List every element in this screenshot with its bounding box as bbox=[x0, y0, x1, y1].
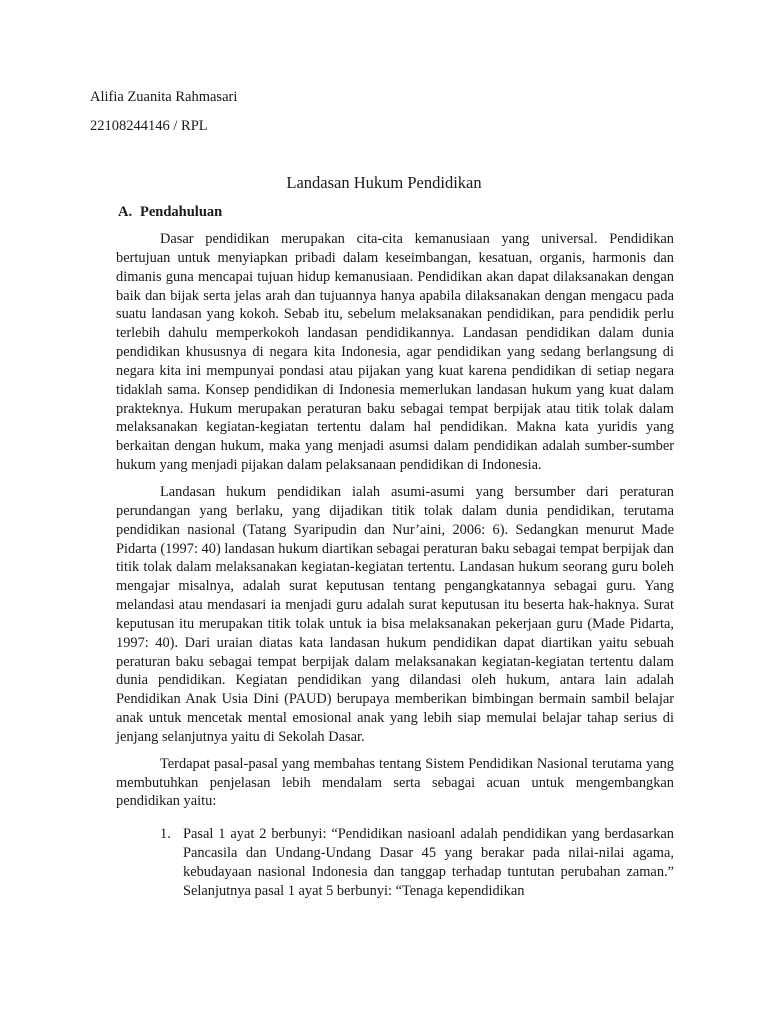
author-name: Alifia Zuanita Rahmasari bbox=[90, 89, 238, 105]
section-heading-text: Pendahuluan bbox=[140, 204, 223, 220]
student-id: 22108244146 / RPL bbox=[90, 118, 208, 134]
paragraph-1: Dasar pendidikan merupakan cita-cita kemanusiaan yang universal. Pendidikan bertujuan untuk menyiapkan pribadi dalam keseimbangan, kesatuan, organis, harmonis dan dimanis guna mencapai tujuan hidup kemanusiaan. Pendidikan akan dapat dilaksanakan dengan baik dan bijak serta jelas arah dan tujuannya hanya apabila dilaksanakan dengan mengacu pada suatu landasan yang kokoh. Sebab itu, sebelum melaksanakan pendidikan, para pendidik perlu terlebih dahulu memperkokoh landasan pendidikannya. Landasan pendidikan dalam dunia pendidikan khususnya di negara kita Indonesia, agar pendidikan yang sedang berlangsung di negara kita ini mempunyai pondasi atau pijakan yang kuat karena pendidikan di setiap negara tidaklah sama. Konsep pendidikan di Indonesia memerlukan landasan hukum yang kuat dalam prakteknya. Hukum merupakan peraturan baku sebagai tempat berpijak atau titik tolak dalam melaksanakan kegiatan-kegiatan tertentu dalam hal pendidikan. Makna kata yuridis yang berkaitan dengan hukum, maka yang menjadi asumsi dalam pendidikan adalah sumber-sumber hukum yang menjadi pijakan dalam pelaksanaan pendidikan di Indonesia. bbox=[116, 231, 674, 474]
list-item bbox=[116, 825, 674, 900]
document-body bbox=[116, 230, 674, 901]
paragraph-2: Landasan hukum pendidikan ialah asumi-asumi yang bersumber dari peraturan perundangan yang berlaku, yang dijadikan titik tolak dalam dunia pendidikan, terutama pendidikan nasional (Tatang Syaripudin dan Nur’aini, 2006: 6). Sedangkan menurut Made Pidarta (1997: 40) landasan hukum diartikan sebagai peraturan baku sebagai tempat berpijak dan titik tolak dalam melaksanakan kegiatan-kegiatan tertentu. Landasan hukum seorang guru boleh mengajar misalnya, adalah surat keputusan tentang pengangkatannya sebagai guru. Yang melandasi atau mendasari ia menjadi guru adalah surat keputusan itu beserta hak-haknya. Surat keputusan itu merupakan titik tolak untuk ia bisa melaksanakan pekerjaan guru (Made Pidarta, 1997: 40). Dari uraian diatas kata landasan hukum pendidikan dapat diartikan yaitu sebuah peraturan baku sebagai tempat berpijak dalam melaksanakan kegiatan-kegiatan tertentu dalam dunia pendidikan. Kegiatan pendidikan yang dilandasi oleh hukum, antara lain adalah Pendidikan Anak Usia Dini (PAUD) berupaya memberikan bimbingan bermain sambil belajar anak untuk mencetak mental emosional anak yang lebih siap memulai belajar tahap serius di jenjang selanjutnya yaitu di Sekolah Dasar. bbox=[116, 483, 674, 745]
section-heading bbox=[118, 202, 222, 222]
paragraph-3: Terdapat pasal-pasal yang membahas tentang Sistem Pendidikan Nasional terutama yang membutuhkan penjelasan lebih mendalam serta sebagai acuan untuk mengembangkan pendidikan yaitu: bbox=[116, 755, 674, 810]
document-title: Landasan Hukum Pendidikan bbox=[286, 173, 482, 192]
list-item-text: Pasal 1 ayat 2 berbunyi: “Pendidikan nasioanl adalah pendidikan yang berdasarkan Pancasila dan Undang-Undang Dasar 45 yang berakar pada nilai-nilai agama, kebudayaan nasional Indonesia dan tanggap terhadap tuntutan perubahan zaman.” Selanjutnya pasal 1 ayat 5 berbunyi: “Tenaga kependidikan bbox=[183, 826, 674, 899]
section-letter: A. bbox=[118, 204, 133, 220]
list-item-number: 1. bbox=[160, 826, 171, 843]
numbered-list bbox=[116, 825, 674, 900]
